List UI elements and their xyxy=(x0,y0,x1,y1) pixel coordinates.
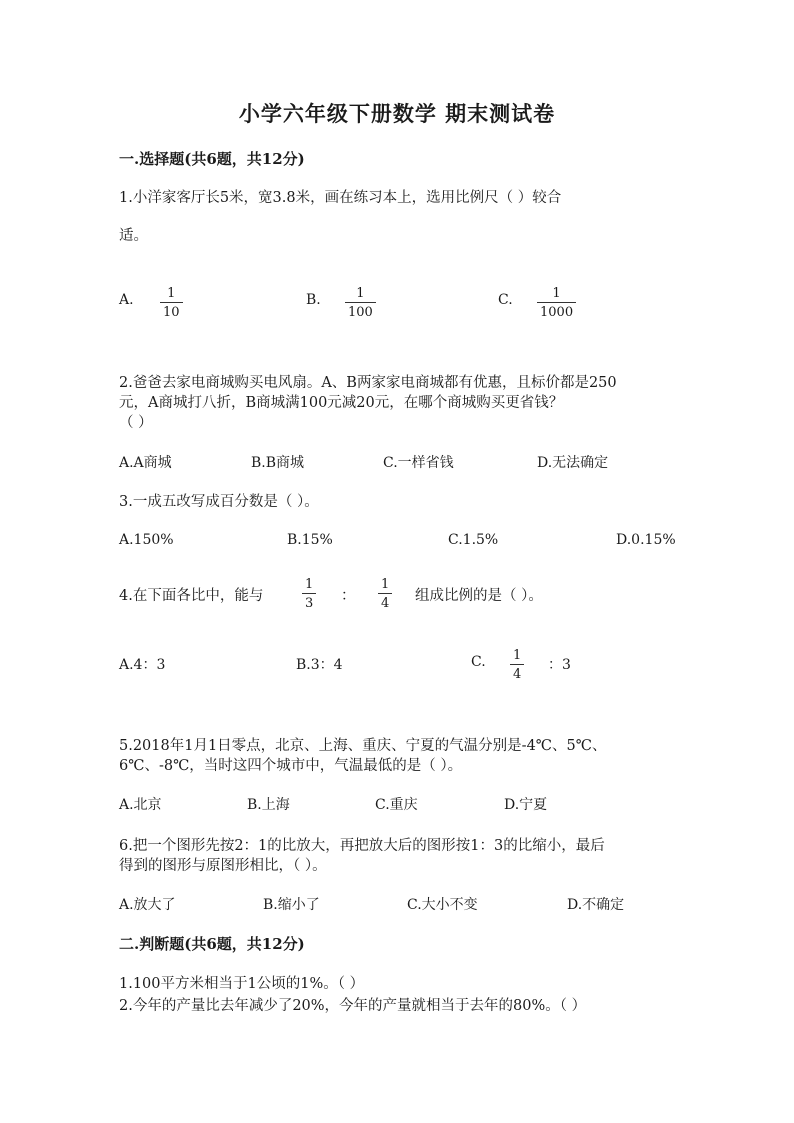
q4-option-b[interactable]: B.3：4 xyxy=(296,657,343,673)
q3-option-d[interactable]: D.0.15% xyxy=(616,532,676,548)
question-4-suffix: 组成比例的是（ ）。 xyxy=(415,588,543,604)
fraction-denominator: 1000 xyxy=(540,305,574,320)
fraction-numerator: 1 xyxy=(513,648,522,663)
q5-option-b[interactable]: B.上海 xyxy=(247,797,290,813)
q3-option-a[interactable]: A.150% xyxy=(119,532,174,548)
q3-option-b[interactable]: B.15% xyxy=(287,532,333,548)
q2-option-d[interactable]: D.无法确定 xyxy=(537,455,609,471)
fraction-denominator: 100 xyxy=(348,305,373,320)
page-title: 小学六年级下册数学 期末测试卷 xyxy=(238,101,556,126)
q4-fraction-2 xyxy=(378,578,392,610)
q6-option-a[interactable]: A.放大了 xyxy=(119,897,176,913)
q4-option-c-suffix: ：3 xyxy=(548,657,571,673)
question-1-line-1: 1.小洋家客厅长5米，宽3.8米，画在练习本上，选用比例尺（ ）较合 xyxy=(119,190,562,206)
q6-option-c[interactable]: C.大小不变 xyxy=(407,897,478,913)
q4-option-c-fraction xyxy=(510,649,524,681)
question-2-line-3: （ ） xyxy=(119,415,153,431)
question-2-line-1: 2.爸爸去家电商城购买电风扇。A、B两家家电商城都有优惠，且标价都是250 xyxy=(119,375,617,391)
q4-fraction-1 xyxy=(302,578,316,610)
q6-option-b[interactable]: B.缩小了 xyxy=(263,897,320,913)
q3-option-c[interactable]: C.1.5% xyxy=(448,532,499,548)
fraction-denominator: 3 xyxy=(305,596,314,611)
question-2-line-2: 元，A商城打八折，B商城满100元减20元，在哪个商城购买更省钱？ xyxy=(119,395,564,411)
section-1-heading: 一.选择题(共6题，共12分) xyxy=(119,150,305,168)
q1-option-b-label[interactable]: B. xyxy=(306,292,321,308)
q5-option-a[interactable]: A.北京 xyxy=(119,797,162,813)
q1-option-c-fraction xyxy=(537,287,576,319)
q1-option-b-fraction xyxy=(345,287,376,319)
q1-option-a-fraction xyxy=(160,287,183,319)
q2-option-c[interactable]: C.一样省钱 xyxy=(383,455,454,471)
fraction-numerator: 1 xyxy=(356,286,365,301)
fraction-numerator: 1 xyxy=(552,286,561,301)
question-5-line-1: 5.2018年1月1日零点，北京、上海、重庆、宁夏的气温分别是-4℃、5℃、 xyxy=(119,738,607,754)
question-4-prefix: 4.在下面各比中，能与 xyxy=(119,588,264,604)
q5-option-c[interactable]: C.重庆 xyxy=(375,797,418,813)
q1-option-c-label[interactable]: C. xyxy=(498,292,513,308)
fraction-numerator: 1 xyxy=(381,577,390,592)
fraction-denominator: 4 xyxy=(513,667,522,682)
q2-option-b[interactable]: B.B商城 xyxy=(251,455,305,471)
question-5-line-2: 6℃、-8℃，当时这四个城市中，气温最低的是（ ）。 xyxy=(119,758,463,774)
fraction-denominator: 4 xyxy=(381,596,390,611)
q4-colon: ： xyxy=(341,588,356,604)
q2-option-a[interactable]: A.A商城 xyxy=(119,455,172,471)
judgement-item-1: 1.100平方米相当于1公顷的1%。（ ） xyxy=(119,976,365,992)
q4-option-a[interactable]: A.4：3 xyxy=(119,657,166,673)
q4-option-c-label[interactable]: C. xyxy=(471,654,486,670)
question-6-line-2: 得到的图形与原图形相比，（ ）。 xyxy=(119,858,327,874)
question-1-line-2: 适。 xyxy=(119,228,148,244)
q5-option-d[interactable]: D.宁夏 xyxy=(504,797,548,813)
question-6-line-1: 6.把一个图形先按2：1的比放大，再把放大后的图形按1：3的比缩小，最后 xyxy=(119,838,605,854)
fraction-numerator: 1 xyxy=(305,577,314,592)
q1-option-a-label[interactable]: A. xyxy=(119,292,134,308)
q6-option-d[interactable]: D.不确定 xyxy=(567,897,625,913)
judgement-item-2: 2.今年的产量比去年减少了20%，今年的产量就相当于去年的80%。（ ） xyxy=(119,998,587,1014)
fraction-numerator: 1 xyxy=(167,286,176,301)
question-3: 3.一成五改写成百分数是（ ）。 xyxy=(119,494,319,510)
section-2-heading: 二.判断题(共6题，共12分) xyxy=(119,935,305,953)
fraction-denominator: 10 xyxy=(163,305,180,320)
